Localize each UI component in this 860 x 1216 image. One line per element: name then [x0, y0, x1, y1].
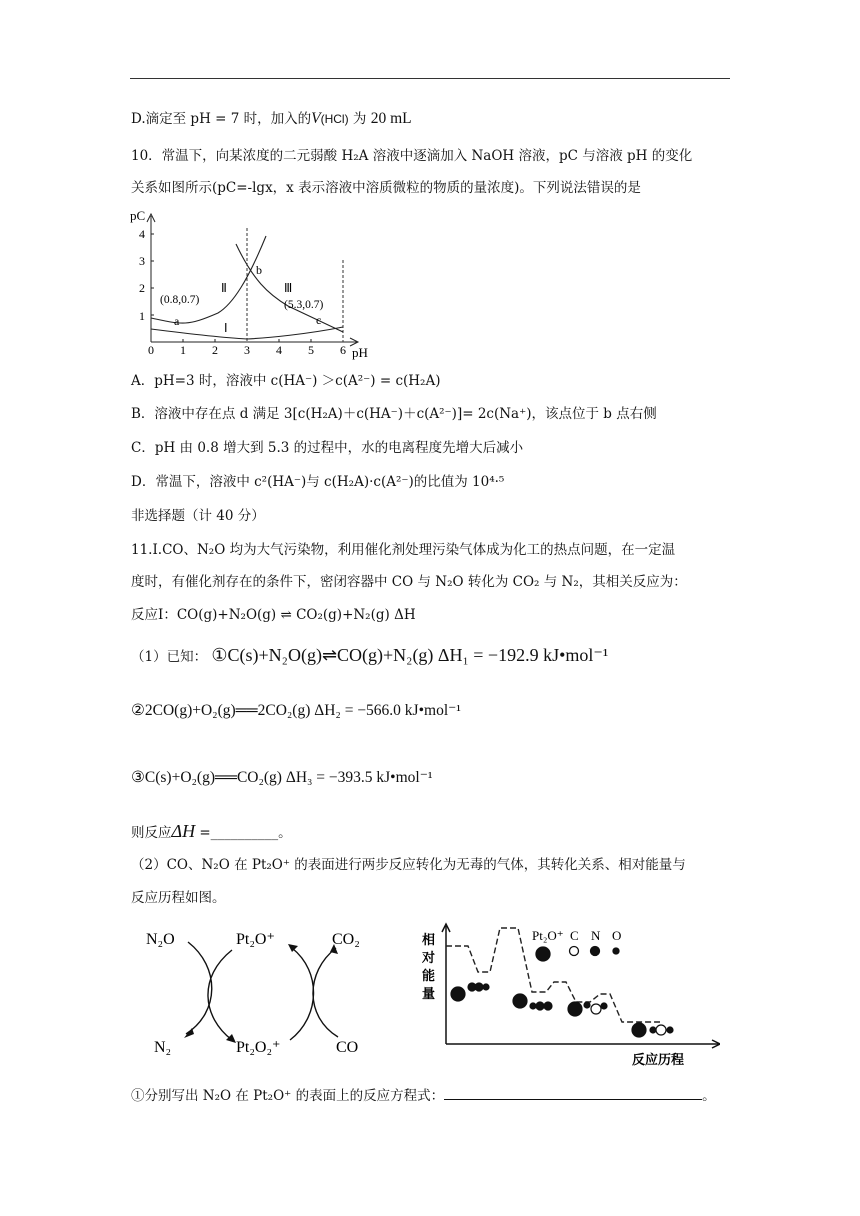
q11-line1: 11.Ⅰ.CO、N₂O 均为大气污染物，利用催化剂处理污染气体成为化工的热点问题，在一定温: [131, 542, 676, 558]
xtick-3: 3: [244, 343, 250, 357]
q10-option-c: C．pH 由 0.8 增大到 5.3 的过程中，水的电离程度先增大后减小: [131, 440, 524, 456]
ytick-2: 2: [139, 281, 145, 295]
legend-o: O: [612, 928, 622, 943]
q9-option-d: D.滴定至 pH = 7 时，加入的V(HCl) 为 20 mL: [131, 110, 412, 127]
legend-o-ball: [613, 948, 619, 954]
q11-known-eq1: （1）已知： ①C(s)+N₂O(g)⇌CO(g)+N₂(g) ΔH₁ = −192.9 kJ•mol⁻¹: [131, 645, 609, 665]
point-a-label: a: [174, 314, 180, 328]
legend-n-ball: [591, 947, 600, 956]
curve-II: [151, 236, 266, 323]
q11-eq3: ③C(s)+O₂(g)══CO₂(g) ΔH₃ = −393.5 kJ•mol⁻¹: [131, 769, 433, 786]
cycle-n2o: N₂O: [146, 931, 175, 948]
answer-blank[interactable]: [444, 1087, 702, 1100]
cycle-co: CO: [336, 1039, 359, 1056]
header-rule: [130, 78, 730, 79]
ytick-3: 3: [139, 254, 145, 268]
ytick-4: 4: [139, 227, 145, 241]
catalytic-cycle-diagram: [140, 922, 370, 1062]
q10-option-a: A．pH=3 时，溶液中 c(HA⁻) ＞c(A²⁻) = c(H₂A): [131, 373, 441, 389]
q11-ask-dh: 则反应ΔH =__________。: [131, 821, 292, 841]
xtick-1: 1: [180, 343, 186, 357]
energy-profile-diagram: [420, 920, 720, 1070]
cycle-pt2o: Pt₂O⁺: [236, 931, 275, 948]
q10-pc-ph-graph: [128, 208, 378, 360]
q11-part2-line2: 反应历程如图。: [131, 890, 226, 906]
energy-ylabel-4: 量: [422, 986, 436, 1001]
q11-last-question: ①分别写出 N₂O 在 Pt₂O⁺ 的表面上的反应方程式： 。: [131, 1088, 716, 1104]
point-b-label: b: [256, 263, 262, 277]
energy-ylabel-2: 对: [422, 950, 436, 965]
point-c-label: c: [316, 313, 322, 327]
cycle-n2: N₂: [154, 1039, 172, 1056]
energy-xlabel: 反应历程: [632, 1052, 685, 1067]
legend-c: C: [570, 928, 579, 943]
energy-ylabel-1: 相: [422, 932, 436, 947]
xtick-4: 4: [276, 343, 282, 357]
q10-option-b: B．溶液中存在点 d 满足 3[c(H₂A)＋c(HA⁻)＋c(A²⁻)]= 2c(Na⁺)，该点位于 b 点右侧: [131, 406, 657, 422]
q11-reaction1: 反应Ⅰ：CO(g)+N₂O(g) ⇌ CO₂(g)+N₂(g) ΔH: [131, 607, 416, 623]
q10-option-d: D．常温下，溶液中 c²(HA⁻)与 c(H₂A)·c(A²⁻)的比值为 10⁴·⁵: [131, 474, 505, 490]
legend-c-ball: [570, 947, 579, 956]
q11-eq2: ②2CO(g)+O₂(g)══2CO₂(g) ΔH₂ = −566.0 kJ•mol⁻¹: [131, 702, 461, 719]
y-axis-label: pC: [130, 208, 146, 223]
q10-stem-line2: 关系如图所示(pC=-lgx，x 表示溶液中溶质微粒的物质的量浓度)。下列说法错误的是: [131, 180, 641, 196]
curve-II-label: Ⅱ: [221, 281, 227, 295]
curve-I-label: Ⅰ: [224, 321, 228, 335]
curve-III-label: Ⅲ: [284, 281, 293, 295]
q11-part2-line1: （2）CO、N₂O 在 Pt₂O⁺ 的表面进行两步反应转化为无毒的气体，其转化关系、相对能量与: [131, 857, 686, 873]
cycle-pt2o2: Pt₂O₂⁺: [236, 1039, 281, 1056]
legend-pt2o-ball: [536, 947, 550, 961]
point-a-coord: (0.8,0.7): [160, 294, 200, 306]
xtick-5: 5: [308, 343, 314, 357]
legend-n: N: [591, 928, 601, 943]
x-axis-label: pH: [352, 345, 368, 360]
xtick-6: 6: [340, 343, 346, 357]
point-c-coord: (5.3,0.7): [284, 299, 324, 311]
energy-ylabel-3: 能: [422, 968, 436, 983]
cycle-co2: CO₂: [332, 931, 360, 948]
legend-pt2o: Pt₂O⁺: [532, 928, 564, 943]
ytick-1: 1: [139, 309, 145, 323]
q10-stem-line1: 10．常温下，向某浓度的二元弱酸 H₂A 溶液中逐滴加入 NaOH 溶液，pC 与溶液 pH 的变化: [131, 148, 693, 164]
section-title: 非选择题（计 40 分）: [131, 508, 265, 524]
xtick-2: 2: [212, 343, 218, 357]
xtick-0: 0: [148, 343, 154, 357]
q11-line2: 度时，有催化剂存在的条件下，密闭容器中 CO 与 N₂O 转化为 CO₂ 与 N₂，其相关反应为：: [131, 574, 687, 590]
